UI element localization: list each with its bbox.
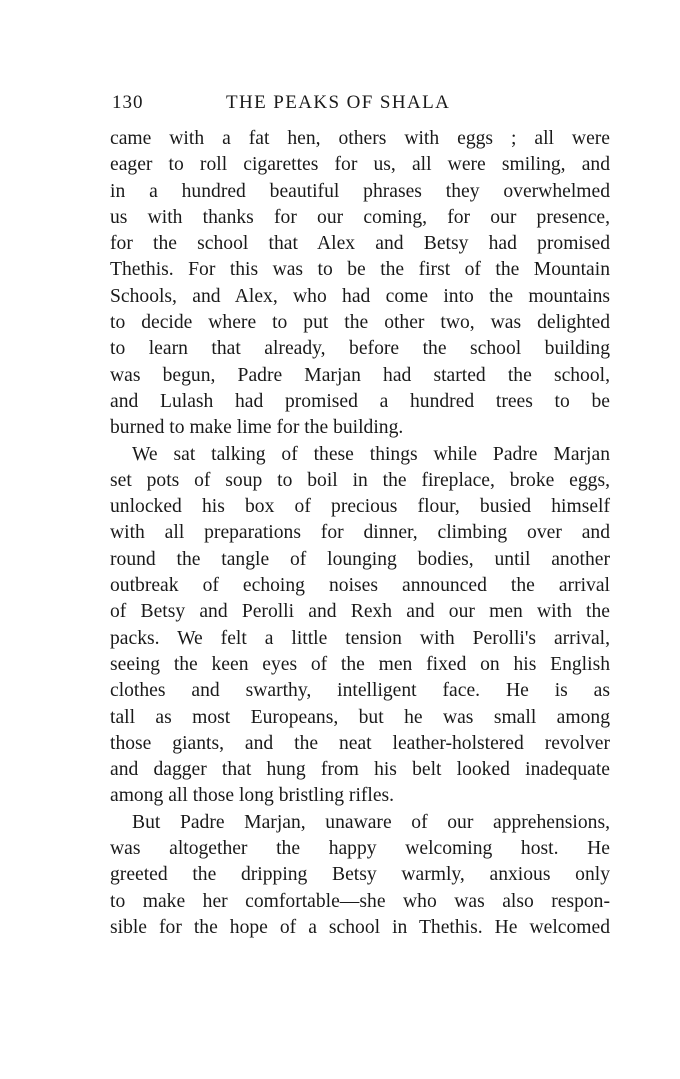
body-text xyxy=(110,126,610,941)
paragraph-end-line: among all those long bristling rifles. xyxy=(110,785,395,807)
text-line: and Lulash had promised a hundred trees to be xyxy=(110,390,610,412)
text-line: Schools, and Alex, who had come into the mountains xyxy=(110,285,610,307)
text-line: tall as most Europeans, but he was small among xyxy=(110,706,610,728)
text-line: to make her comfortable—she who was also respon- xyxy=(110,890,610,912)
text-line: packs. We felt a little tension with Perolli's arrival, xyxy=(110,627,610,649)
text-line: to decide where to put the other two, was delighted xyxy=(110,312,610,334)
text-line: unlocked his box of precious flour, busied himself xyxy=(110,496,610,518)
text-line: and dagger that hung from his belt looked inadequate xyxy=(110,759,610,781)
page-number: 130 xyxy=(112,92,144,113)
paragraph-start-line: We sat talking of these things while Padre Marjan xyxy=(132,443,610,465)
text-line: greeted the dripping Betsy warmly, anxious only xyxy=(110,864,610,886)
running-title: THE PEAKS OF SHALA xyxy=(226,92,451,113)
text-line: was begun, Padre Marjan had started the school, xyxy=(110,364,610,386)
text-line: of Betsy and Perolli and Rexh and our men with the xyxy=(110,601,610,623)
paragraph-start-line: But Padre Marjan, unaware of our apprehensions, xyxy=(132,811,610,833)
running-head xyxy=(112,92,612,118)
text-line: sible for the hope of a school in Thethis. He welcomed xyxy=(110,916,610,938)
paragraph-end-line: burned to make lime for the building. xyxy=(110,417,404,439)
text-line: was altogether the happy welcoming host. He xyxy=(110,838,610,860)
text-line: came with a fat hen, others with eggs ; all were xyxy=(110,128,610,149)
text-line: in a hundred beautiful phrases they overwhelmed xyxy=(110,180,610,202)
text-line: eager to roll cigarettes for us, all were smiling, and xyxy=(110,154,610,176)
text-line: seeing the keen eyes of the men fixed on his English xyxy=(110,653,610,675)
text-line: set pots of soup to boil in the fireplace, broke eggs, xyxy=(110,469,610,491)
text-line: round the tangle of lounging bodies, until another xyxy=(110,548,610,570)
text-line: to learn that already, before the school building xyxy=(110,338,610,360)
text-line: us with thanks for our coming, for our presence, xyxy=(110,206,610,228)
text-line: with all preparations for dinner, climbing over and xyxy=(110,522,610,544)
text-line: those giants, and the neat leather-holstered revolver xyxy=(110,732,610,754)
text-line: Thethis. For this was to be the first of the Mountain xyxy=(110,259,610,281)
text-line: outbreak of echoing noises announced the arrival xyxy=(110,575,610,597)
text-line: for the school that Alex and Betsy had promised xyxy=(110,233,610,255)
text-line: clothes and swarthy, intelligent face. He is as xyxy=(110,680,610,702)
